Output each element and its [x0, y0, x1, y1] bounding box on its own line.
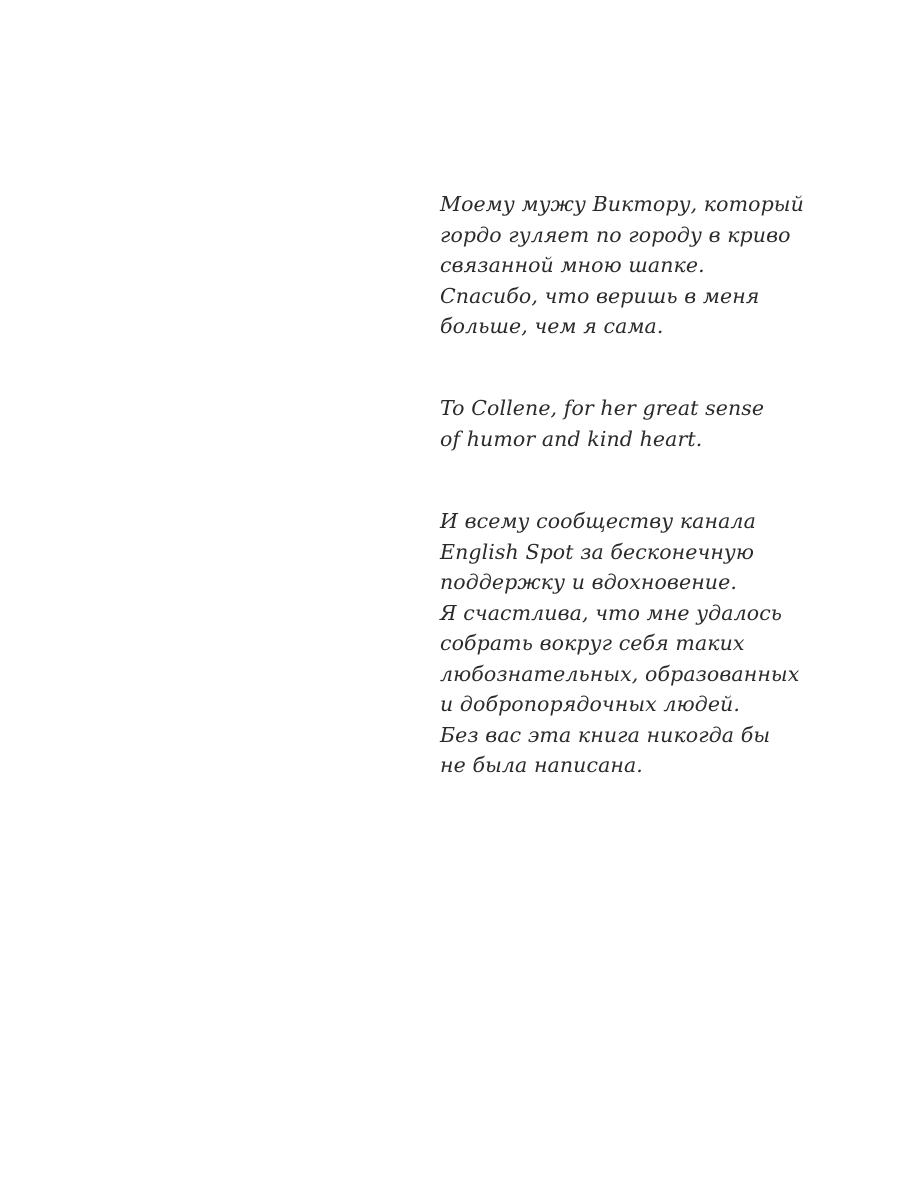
- dedication-to-husband: [440, 189, 860, 342]
- dedication-to-community: [440, 506, 860, 781]
- dedication-line: и добропорядочных людей.: [440, 692, 740, 716]
- dedication-line: любознательных, образованных: [440, 661, 800, 686]
- dedication-line: связанной мною шапке.: [440, 253, 705, 277]
- dedication-line: Моему мужу Виктору, который: [440, 192, 804, 216]
- dedication-line: больше, чем я сама.: [440, 314, 664, 338]
- dedication-line: Спасибо, что веришь в меня: [440, 283, 760, 308]
- dedication-line: Без вас эта книга никогда бы: [440, 722, 771, 747]
- dedication-line: English Spot за бесконечную: [440, 539, 755, 564]
- dedication-line: To Collene, for her great sense: [440, 396, 765, 420]
- dedication-line: не была написана.: [440, 753, 643, 777]
- dedication-line: of humor and kind heart.: [440, 426, 703, 451]
- dedication-line: поддержку и вдохновение.: [440, 570, 737, 594]
- dedication-line: Я счастлива, что мне удалось: [440, 600, 783, 625]
- dedication-line: И всему сообществу канала: [440, 509, 756, 533]
- dedication-to-collene: [440, 393, 860, 454]
- dedication-line: собрать вокруг себя таких: [440, 631, 745, 655]
- dedication-line: гордо гуляет по городу в криво: [440, 222, 791, 247]
